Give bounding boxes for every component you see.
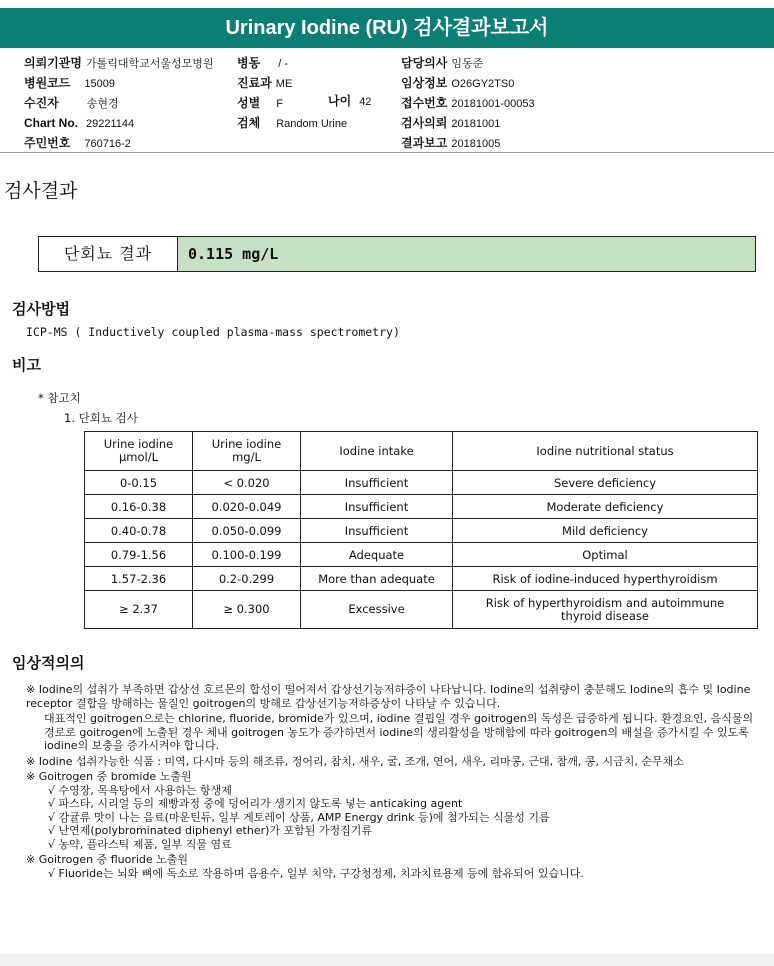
list-item: √ 수영장, 목욕탕에서 사용하는 항생제 [48, 783, 232, 797]
clinical-paragraph: ※ Iodine의 섭취가 부족하면 갑상선 호르몬의 합성이 떨어져서 갑상선기능저하증이 나타납니다. Iodine의 섭취량이 충분해도 Iodine의 흡수 및 Iodine receptor 결합을 방해하는 물질인 goitrogen의 방해로 갑상선기능저하증상이 나타날 수 있습니다. [26, 683, 751, 710]
info-label: 결과보고 [401, 136, 448, 150]
result-section-title: 검사결과 [4, 180, 78, 202]
info-label: 주민번호 [24, 136, 71, 150]
table-cell: Severe deficiency [453, 471, 758, 495]
clinical-paragraph: ※ Iodine 섭취가능한 식품 : 미역, 다시마 등의 해조류, 정어리, 참치, 새우, 굴, 조개, 연어, 새우, 리마콩, 근대, 참깨, 콩, 시금치, 순무채소 [26, 754, 684, 768]
table-header: Urine iodine μmol/L [85, 432, 193, 471]
result-box [38, 236, 756, 272]
info-value: F [276, 98, 283, 110]
info-label: 수진자 [24, 96, 59, 110]
info-value: 15009 [84, 78, 115, 90]
remarks-title: 비고 [12, 356, 41, 374]
info-value: 20181001-00053 [451, 98, 535, 110]
table-cell: Mild deficiency [453, 519, 758, 543]
table-cell: 0.40-0.78 [85, 519, 193, 543]
table-cell: More than adequate [301, 567, 453, 591]
info-value: 가톨릭대학교서울성모병원 [85, 58, 214, 70]
table-row [85, 471, 758, 495]
info-value: 42 [359, 96, 372, 108]
table-cell: Risk of iodine-induced hyperthyroidism [453, 567, 758, 591]
list-item: √ 농약, 플라스틱 제품, 일부 직물 염료 [48, 837, 232, 851]
table-cell: 0.79-1.56 [85, 543, 193, 567]
list-item: √ 감귤류 맛이 나는 음료(마운틴듀, 일부 게토레이 상품, AMP Energy drink 등)에 첨가되는 식물성 기름 [48, 810, 550, 824]
result-label: 단회뇨 결과 [39, 237, 178, 271]
table-cell: 1.57-2.36 [85, 567, 193, 591]
result-value: 0.115 mg/L [178, 237, 755, 271]
clinical-title: 임상적의의 [12, 654, 85, 672]
info-column-3 [401, 54, 535, 154]
table-cell: Risk of hyperthyroidism and autoimmune thyroid disease [453, 591, 758, 629]
table-cell: Moderate deficiency [453, 495, 758, 519]
info-column-1 [24, 54, 213, 154]
clinical-notes [26, 683, 766, 880]
table-cell: ≥ 2.37 [85, 591, 193, 629]
table-header: Urine iodine mg/L [193, 432, 301, 471]
list-item: √ Fluoride는 뇌와 뼈에 독소로 작용하며 음용수, 일부 치약, 구강청정제, 치과치료용제 등에 함유되어 있습니다. [48, 866, 584, 880]
info-value: ME [275, 78, 293, 90]
table-cell: 0.020-0.049 [193, 495, 301, 519]
table-cell: Optimal [453, 543, 758, 567]
list-item: √ 파스타, 시리얼 등의 제빵과정 중에 덩어리가 생기지 않도록 넣는 anticaking agent [48, 797, 463, 810]
table-cell: Insufficient [301, 471, 453, 495]
info-label: 임상정보 [401, 76, 448, 90]
table-cell: Adequate [301, 543, 453, 567]
age-field [328, 92, 371, 112]
info-label: 의뢰기관명 [24, 56, 82, 70]
table-cell: < 0.020 [193, 471, 301, 495]
info-label: 검체 [237, 116, 261, 130]
table-row [85, 543, 758, 567]
table-cell: 0.050-0.099 [193, 519, 301, 543]
info-value: 임동준 [451, 58, 484, 70]
reference-heading: * 참고치 [38, 391, 81, 405]
table-cell: 0.2-0.299 [193, 567, 301, 591]
info-label: 병원코드 [24, 76, 71, 90]
info-label: 검사의뢰 [401, 116, 448, 130]
fluoride-title: ※ Goitrogen 중 fluoride 노출원 [26, 853, 189, 866]
info-value: 20181005 [451, 138, 501, 150]
clinical-paragraph: 대표적인 goitrogen으로는 chlorine, fluoride, bromide가 있으며, iodine 결핍일 경우 goitrogen의 독성은 급증하게 됩니다. 환경요인, 음식물의 경로로 goitrogen에 노출된 경우 체내 goitrogen 농도가 증가하면서 iodine의 생리활성을 방해함에 따라 goitrogen의 배설을 증가시킬 수 있도록 iodine의 보충을 증가시켜야 합니다. [44, 712, 754, 752]
info-value: 760716-2 [84, 138, 131, 150]
table-row [85, 567, 758, 591]
divider [0, 152, 774, 153]
info-value: / - [278, 58, 288, 70]
table-cell: 0.16-0.38 [85, 495, 193, 519]
info-value: 29221144 [86, 118, 135, 130]
table-row [85, 495, 758, 519]
reference-subheading: 1. 단회뇨 검사 [64, 411, 138, 425]
report-title: Urinary Iodine (RU) 검사결과보고서 [0, 8, 774, 48]
table-header: Iodine intake [301, 432, 453, 471]
table-cell: Excessive [301, 591, 453, 629]
table-cell: 0.100-0.199 [193, 543, 301, 567]
info-label: 병동 [237, 56, 261, 70]
table-cell: Insufficient [301, 519, 453, 543]
table-cell: ≥ 0.300 [193, 591, 301, 629]
table-cell: Insufficient [301, 495, 453, 519]
list-item: √ 난연제(polybrominated diphenyl ether)가 포함된 가정집기류 [48, 824, 373, 837]
info-value: 20181001 [451, 118, 501, 130]
info-label: Chart No. [24, 116, 78, 130]
method-text: ICP-MS ( Inductively coupled plasma-mass spectrometry) [26, 325, 400, 339]
info-label: 성별 [237, 96, 261, 110]
info-label: 나이 [328, 94, 352, 108]
info-label: 담당의사 [401, 56, 448, 70]
info-value: Random Urine [276, 118, 348, 130]
reference-table [84, 431, 758, 629]
info-value: O26GY2TS0 [451, 78, 515, 90]
table-row [85, 591, 758, 629]
table-header: Iodine nutritional status [453, 432, 758, 471]
info-value: 송현경 [86, 98, 119, 110]
method-title: 검사방법 [12, 300, 70, 318]
bromide-title: ※ Goitrogen 중 bromide 노출원 [26, 770, 192, 783]
info-label: 진료과 [237, 76, 272, 90]
table-cell: 0-0.15 [85, 471, 193, 495]
info-label: 접수번호 [401, 96, 448, 110]
table-header-row [85, 432, 758, 471]
table-row [85, 519, 758, 543]
